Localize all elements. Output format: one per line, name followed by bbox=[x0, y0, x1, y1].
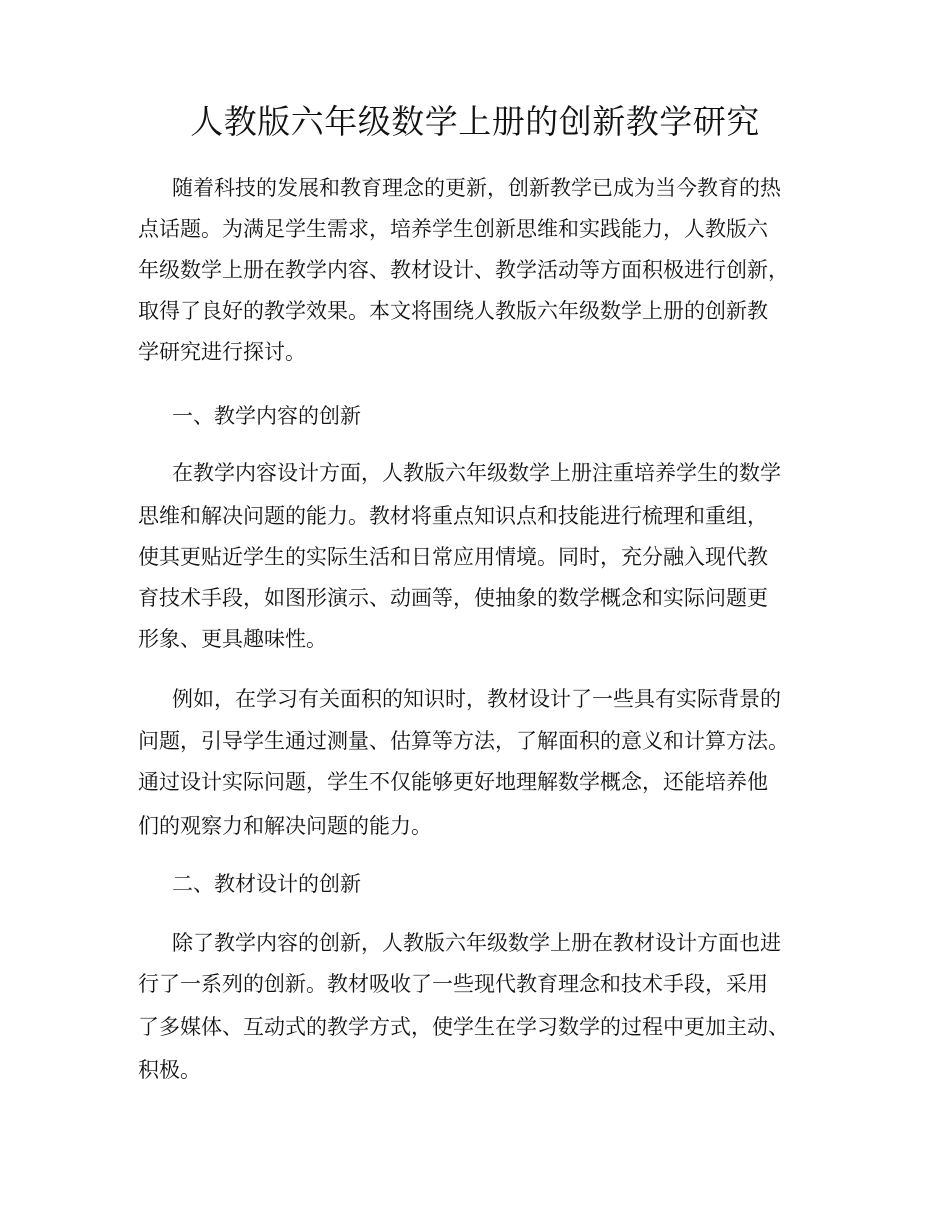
text-line: 形象、更具趣味性。 bbox=[138, 627, 327, 651]
text-line: 行了一系列的创新。教材吸收了一些现代教育理念和技术手段，采用 bbox=[138, 972, 768, 996]
text-line: 通过设计实际问题，学生不仅能够更好地理解数学概念，还能培养他 bbox=[138, 770, 768, 794]
section-heading-1: 一、教学内容的创新 bbox=[172, 404, 361, 428]
document-title: 人教版六年级数学上册的创新教学研究 bbox=[190, 102, 760, 141]
text-line: 问题，引导学生通过测量、估算等方法，了解面积的意义和计算方法。 bbox=[138, 729, 789, 753]
text-line: 使其更贴近学生的实际生活和日常应用情境。同时，充分融入现代教 bbox=[138, 545, 768, 569]
text-line: 们的观察力和解决问题的能力。 bbox=[138, 814, 432, 838]
text-line: 学研究进行探讨。 bbox=[138, 340, 306, 364]
text-line: 取得了良好的教学效果。本文将围绕人教版六年级数学上册的创新教 bbox=[138, 299, 768, 323]
text-line: 除了教学内容的创新，人教版六年级数学上册在教材设计方面也进 bbox=[172, 931, 781, 955]
text-line: 积极。 bbox=[138, 1058, 201, 1082]
text-line: 思维和解决问题的能力。教材将重点知识点和技能进行梳理和重组， bbox=[138, 504, 768, 528]
text-line: 了多媒体、互动式的教学方式，使学生在学习数学的过程中更加主动、 bbox=[138, 1015, 789, 1039]
text-line: 年级数学上册在教学内容、教材设计、教学活动等方面积极进行创新， bbox=[138, 258, 789, 282]
text-line: 例如，在学习有关面积的知识时，教材设计了一些具有实际背景的 bbox=[172, 687, 781, 711]
text-line: 在教学内容设计方面，人教版六年级数学上册注重培养学生的数学 bbox=[172, 461, 781, 485]
text-line: 随着科技的发展和教育理念的更新，创新教学已成为当今教育的热 bbox=[172, 176, 781, 200]
text-line: 点话题。为满足学生需求，培养学生创新思维和实践能力，人教版六 bbox=[138, 217, 768, 241]
text-line: 育技术手段，如图形演示、动画等，使抽象的数学概念和实际问题更 bbox=[138, 586, 768, 610]
section-heading-2: 二、教材设计的创新 bbox=[172, 872, 361, 896]
